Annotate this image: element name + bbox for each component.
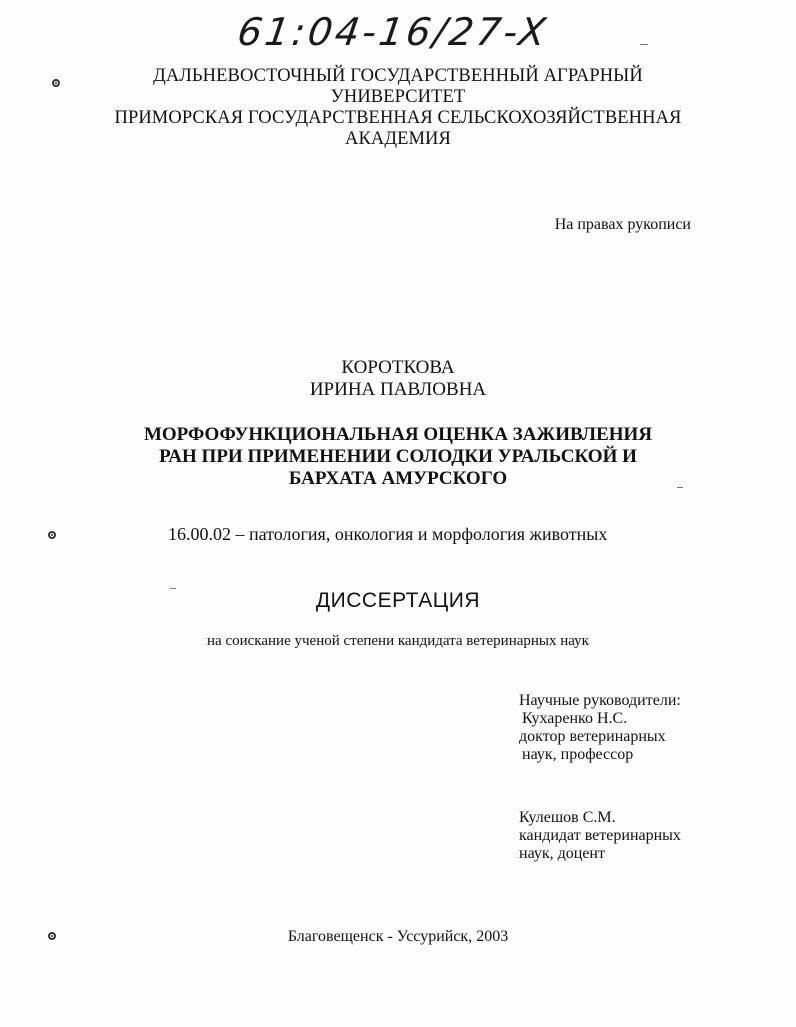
supervisor-name: Кухаренко Н.С. bbox=[522, 710, 628, 727]
supervisor-degree: доктор ветеринарных bbox=[519, 728, 666, 745]
binding-hole-mark bbox=[48, 932, 56, 940]
scan-speck bbox=[640, 44, 648, 45]
handwritten-stamp: 61:04-16/27-X bbox=[234, 10, 552, 54]
scan-speck bbox=[677, 487, 683, 488]
rights-note: На правах рукописи bbox=[554, 216, 691, 233]
title-line: МОРФОФУНКЦИОНАЛЬНАЯ ОЦЕНКА ЗАЖИВЛЕНИЯ bbox=[143, 424, 653, 445]
document-type: ДИССЕРТАЦИЯ bbox=[315, 589, 481, 612]
supervisor-block-second bbox=[519, 809, 681, 863]
supervisor-degree: кандидат ветеринарных bbox=[519, 827, 681, 844]
author-block bbox=[0, 357, 796, 401]
supervisor-rank: наук, профессор bbox=[522, 746, 634, 763]
city-year: Благовещенск - Уссурийск, 2003 bbox=[287, 928, 509, 945]
title-line: РАН ПРИ ПРИМЕНЕНИИ СОЛОДКИ УРАЛЬСКОЙ И bbox=[159, 446, 637, 467]
degree-line: на соискание ученой степени кандидата ветеринарных наук bbox=[207, 633, 589, 649]
specialty-code: 16.00.02 – патология, онкология и морфология животных bbox=[168, 524, 608, 544]
supervisor-name: Кулешов С.М. bbox=[519, 809, 616, 826]
supervisors-heading: Научные руководители: bbox=[519, 692, 681, 709]
dissertation-title bbox=[0, 424, 796, 490]
university-block bbox=[0, 66, 796, 150]
university-line: ПРИМОРСКАЯ ГОСУДАРСТВЕННАЯ СЕЛЬСКОХОЗЯЙСТВЕННАЯ bbox=[114, 108, 682, 128]
title-line: БАРХАТА АМУРСКОГО bbox=[288, 468, 508, 489]
binding-hole-mark bbox=[48, 531, 56, 539]
university-line: УНИВЕРСИТЕТ bbox=[330, 87, 466, 107]
author-surname: КОРОТКОВА bbox=[341, 357, 455, 378]
university-line: АКАДЕМИЯ bbox=[345, 129, 451, 149]
supervisor-block-first bbox=[519, 692, 681, 764]
author-given-name: ИРИНА ПАВЛОВНА bbox=[309, 379, 487, 400]
supervisor-rank: наук, доцент bbox=[519, 845, 605, 862]
binding-hole-mark bbox=[52, 79, 60, 87]
scan-speck bbox=[170, 588, 176, 589]
university-line: ДАЛЬНЕВОСТОЧНЫЙ ГОСУДАРСТВЕННЫЙ АГРАРНЫЙ bbox=[153, 66, 643, 86]
